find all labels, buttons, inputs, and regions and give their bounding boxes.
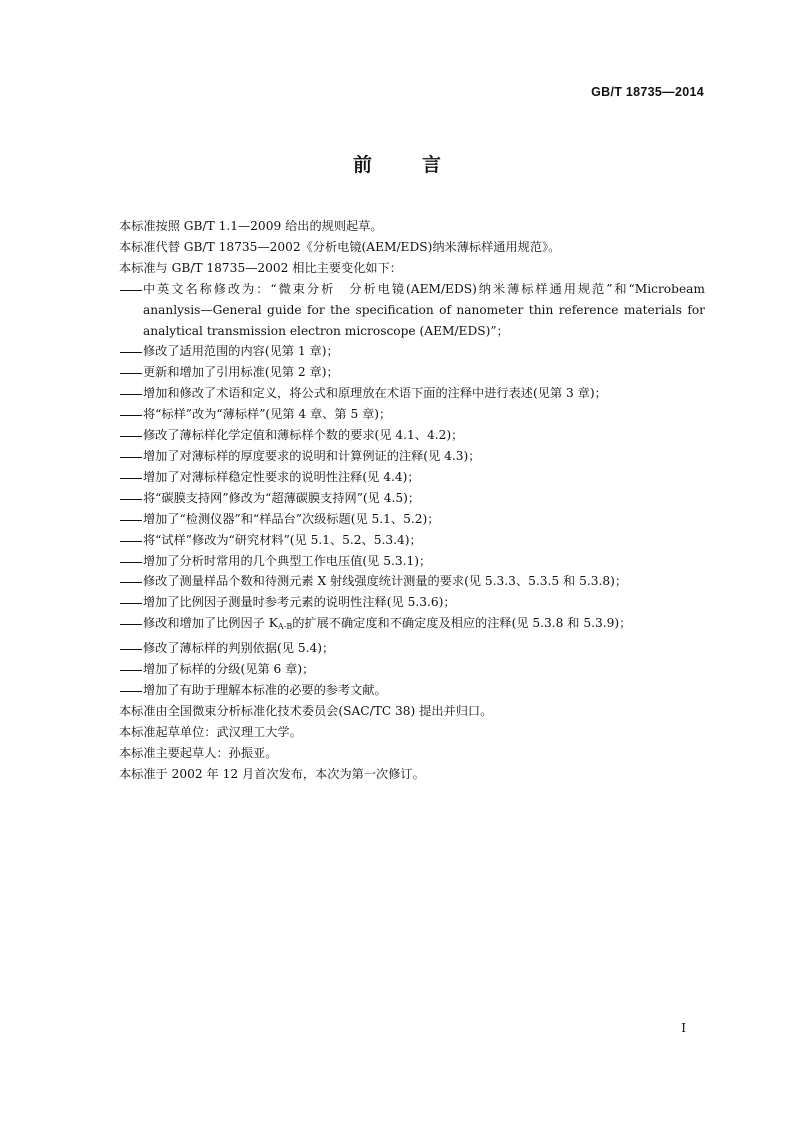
em-dash-marker	[119, 613, 143, 634]
list-item	[119, 404, 705, 425]
paragraph: 本标准代替 GB/T 18735—2002《分析电镜(AEM/EDS)纳米薄标样通用规范》。	[119, 239, 561, 254]
em-dash-marker	[119, 659, 143, 680]
list-item-text: 修改了适用范围的内容(见第 1 章)；	[143, 344, 339, 359]
list-item-text: 中英文名称修改为：“微束分析 分析电镜(AEM/EDS)纳米薄标样通用规范”和“Microbeam ananlysis—General guide for the specification of nanometer thin reference materials for analytical transmission electron microscope (AEM/EDS)”；	[143, 281, 705, 338]
list-item	[119, 279, 705, 342]
list-item-text: 修改了薄标样化学定值和薄标样个数的要求(见 4.1、4.2)；	[143, 428, 464, 443]
list-item-text-rest: 的扩展不确定度和不确定度及相应的注释(见 5.3.8 和 5.3.9)；	[292, 616, 632, 631]
list-item-text: 将“标样”改为“薄标样”(见第 4 章、第 5 章)；	[143, 407, 392, 422]
em-dash-marker	[119, 592, 143, 613]
subscript-a-b: A-B	[277, 622, 293, 632]
list-item-text: 增加了标样的分级(见第 6 章)；	[143, 662, 315, 677]
em-dash-marker	[119, 467, 143, 488]
paragraph: 本标准起草单位：武汉理工大学。	[119, 724, 302, 739]
em-dash-marker	[119, 404, 143, 425]
list-item	[119, 551, 705, 572]
em-dash-marker	[119, 488, 143, 509]
standard-code: GB/T 18735—2014	[591, 85, 704, 99]
list-item-text: 将“碳膜支持网”修改为“超薄碳膜支持网”(见 4.5)；	[143, 490, 421, 505]
em-dash-marker	[119, 446, 143, 467]
list-item	[119, 488, 705, 509]
em-dash-marker	[119, 638, 143, 659]
paragraph: 本标准于 2002 年 12 月首次发布，本次为第一次修订。	[119, 766, 425, 781]
list-item	[119, 425, 705, 446]
em-dash-marker	[119, 362, 143, 383]
list-item-text: 修改了测量样品个数和待测元素 X 射线强度统计测量的要求(见 5.3.3、5.3.5 和 5.3.8)；	[143, 574, 628, 589]
em-dash-marker	[119, 341, 143, 362]
list-item	[119, 638, 705, 659]
page-title: 前言	[352, 154, 491, 176]
list-item	[119, 680, 705, 701]
list-item-text: 增加了比例因子测量时参考元素的说明性注释(见 5.3.6)；	[143, 595, 456, 610]
paragraph: 本标准按照 GB/T 1.1—2009 给出的规则起草。	[119, 219, 383, 233]
list-item-text: 增加了对薄标样稳定性要求的说明性注释(见 4.4)；	[143, 469, 420, 484]
em-dash-marker	[119, 425, 143, 446]
list-item	[119, 362, 705, 383]
list-item	[119, 446, 705, 467]
list-item-text: 修改了薄标样的判别依据(见 5.4)；	[143, 641, 335, 656]
list-item	[119, 659, 705, 680]
list-item-text: 将“试样”修改为“研究材料”(见 5.1、5.2、5.3.4)；	[143, 532, 422, 547]
em-dash-marker	[119, 530, 143, 551]
page-number: I	[681, 1021, 686, 1035]
em-dash-marker	[119, 680, 143, 701]
list-item	[119, 467, 705, 488]
list-item-text: 增加了“检测仪器”和“样品台”次级标题(见 5.1、5.2)；	[143, 511, 440, 526]
list-item-text-lead: 修改和增加了比例因子 K	[143, 616, 278, 631]
list-item	[119, 509, 705, 530]
paragraph: 本标准与 GB/T 18735—2002 相比主要变化如下：	[119, 260, 402, 275]
list-item	[119, 613, 705, 638]
paragraph: 本标准由全国微束分析标准化技术委员会(SAC/TC 38) 提出并归口。	[119, 703, 493, 718]
list-item	[119, 383, 705, 404]
list-item-text: 增加了有助于理解本标准的必要的参考文献。	[143, 682, 387, 697]
list-item-text: 增加和修改了术语和定义，将公式和原理放在术语下面的注释中进行表述(见第 3 章)；	[143, 386, 607, 401]
list-item	[119, 592, 705, 613]
em-dash-marker	[119, 383, 143, 404]
em-dash-marker	[119, 571, 143, 592]
em-dash-marker	[119, 279, 143, 300]
em-dash-marker	[119, 509, 143, 530]
list-item-text: 增加了分析时常用的几个典型工作电压值(见 5.3.1)；	[143, 553, 432, 568]
em-dash-marker	[119, 551, 143, 572]
foreword-body	[119, 216, 705, 784]
paragraph: 本标准主要起草人：孙振亚。	[119, 745, 278, 760]
list-item	[119, 571, 705, 592]
list-item	[119, 530, 705, 551]
list-item-text: 更新和增加了引用标准(见第 2 章)；	[143, 365, 339, 380]
list-item-text	[143, 613, 705, 638]
list-item-text: 增加了对薄标样的厚度要求的说明和计算例证的注释(见 4.3)；	[143, 448, 481, 463]
list-item	[119, 341, 705, 362]
